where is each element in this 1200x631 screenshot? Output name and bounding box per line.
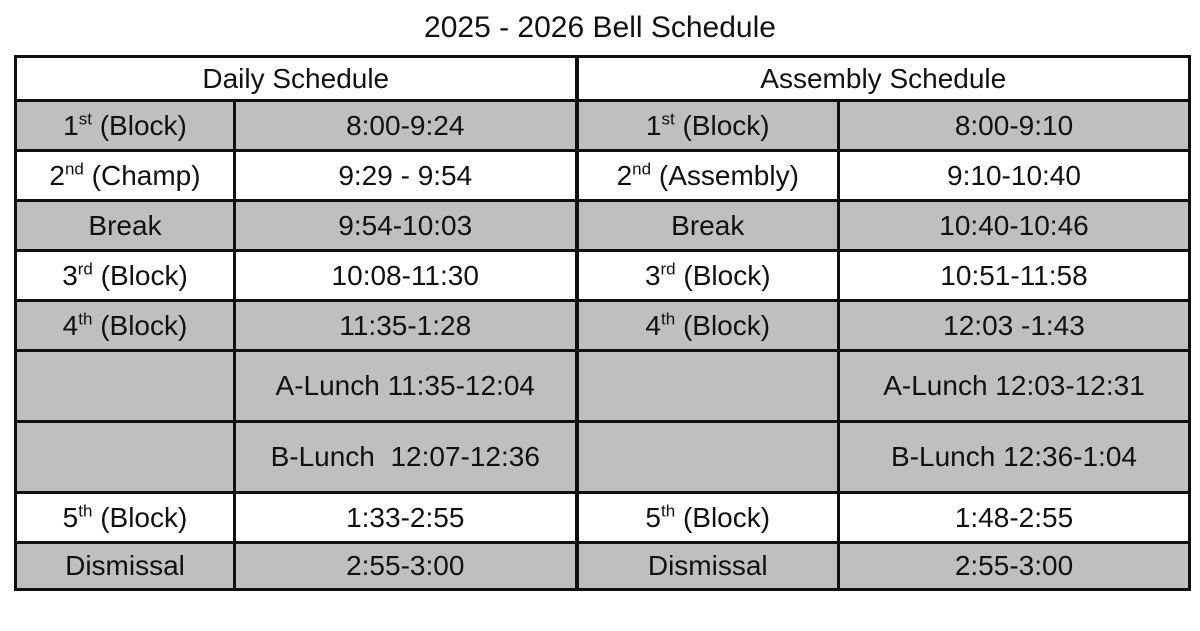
daily-time: A-Lunch 11:35-12:04 [235,351,577,422]
daily-period-label: 4th (Block) [16,301,235,351]
daily-period-label: 1st (Block) [16,101,235,151]
table-row [16,351,1190,422]
daily-period-label [16,422,235,493]
table-row [16,301,1190,351]
daily-time: 9:29 - 9:54 [235,151,577,201]
daily-period-label [16,351,235,422]
table-row [16,251,1190,301]
assembly-time: 12:03 -1:43 [839,301,1190,351]
assembly-period-label: Break [577,201,839,251]
table-header-row [16,57,1190,101]
assembly-time: 8:00-9:10 [839,101,1190,151]
daily-time: 9:54-10:03 [235,201,577,251]
assembly-period-label: 2nd (Assembly) [577,151,839,201]
table-row [16,201,1190,251]
assembly-time: 2:55-3:00 [839,543,1190,590]
daily-time: 1:33-2:55 [235,493,577,543]
table-row [16,493,1190,543]
daily-time: 8:00-9:24 [235,101,577,151]
daily-time: 10:08-11:30 [235,251,577,301]
assembly-time: 10:51-11:58 [839,251,1190,301]
assembly-period-label: Dismissal [577,543,839,590]
bell-schedule-table [14,55,1191,591]
assembly-period-label [577,422,839,493]
table-row [16,151,1190,201]
daily-schedule-header: Daily Schedule [16,57,577,101]
assembly-period-label: 5th (Block) [577,493,839,543]
assembly-time: A-Lunch 12:03-12:31 [839,351,1190,422]
daily-period-label: 2nd (Champ) [16,151,235,201]
assembly-time: B-Lunch 12:36-1:04 [839,422,1190,493]
table-row [16,543,1190,590]
daily-period-label: Dismissal [16,543,235,590]
schedule-title: 2025 - 2026 Bell Schedule [424,11,776,44]
assembly-time: 1:48-2:55 [839,493,1190,543]
assembly-time: 10:40-10:46 [839,201,1190,251]
daily-time: 2:55-3:00 [235,543,577,590]
assembly-period-label: 3rd (Block) [577,251,839,301]
daily-time: 11:35-1:28 [235,301,577,351]
daily-time: B-Lunch 12:07-12:36 [235,422,577,493]
table-row [16,101,1190,151]
assembly-period-label: 4th (Block) [577,301,839,351]
assembly-period-label [577,351,839,422]
assembly-period-label: 1st (Block) [577,101,839,151]
daily-period-label: 5th (Block) [16,493,235,543]
table-row [16,422,1190,493]
daily-period-label: Break [16,201,235,251]
assembly-time: 9:10-10:40 [839,151,1190,201]
assembly-schedule-header: Assembly Schedule [577,57,1190,101]
daily-period-label: 3rd (Block) [16,251,235,301]
